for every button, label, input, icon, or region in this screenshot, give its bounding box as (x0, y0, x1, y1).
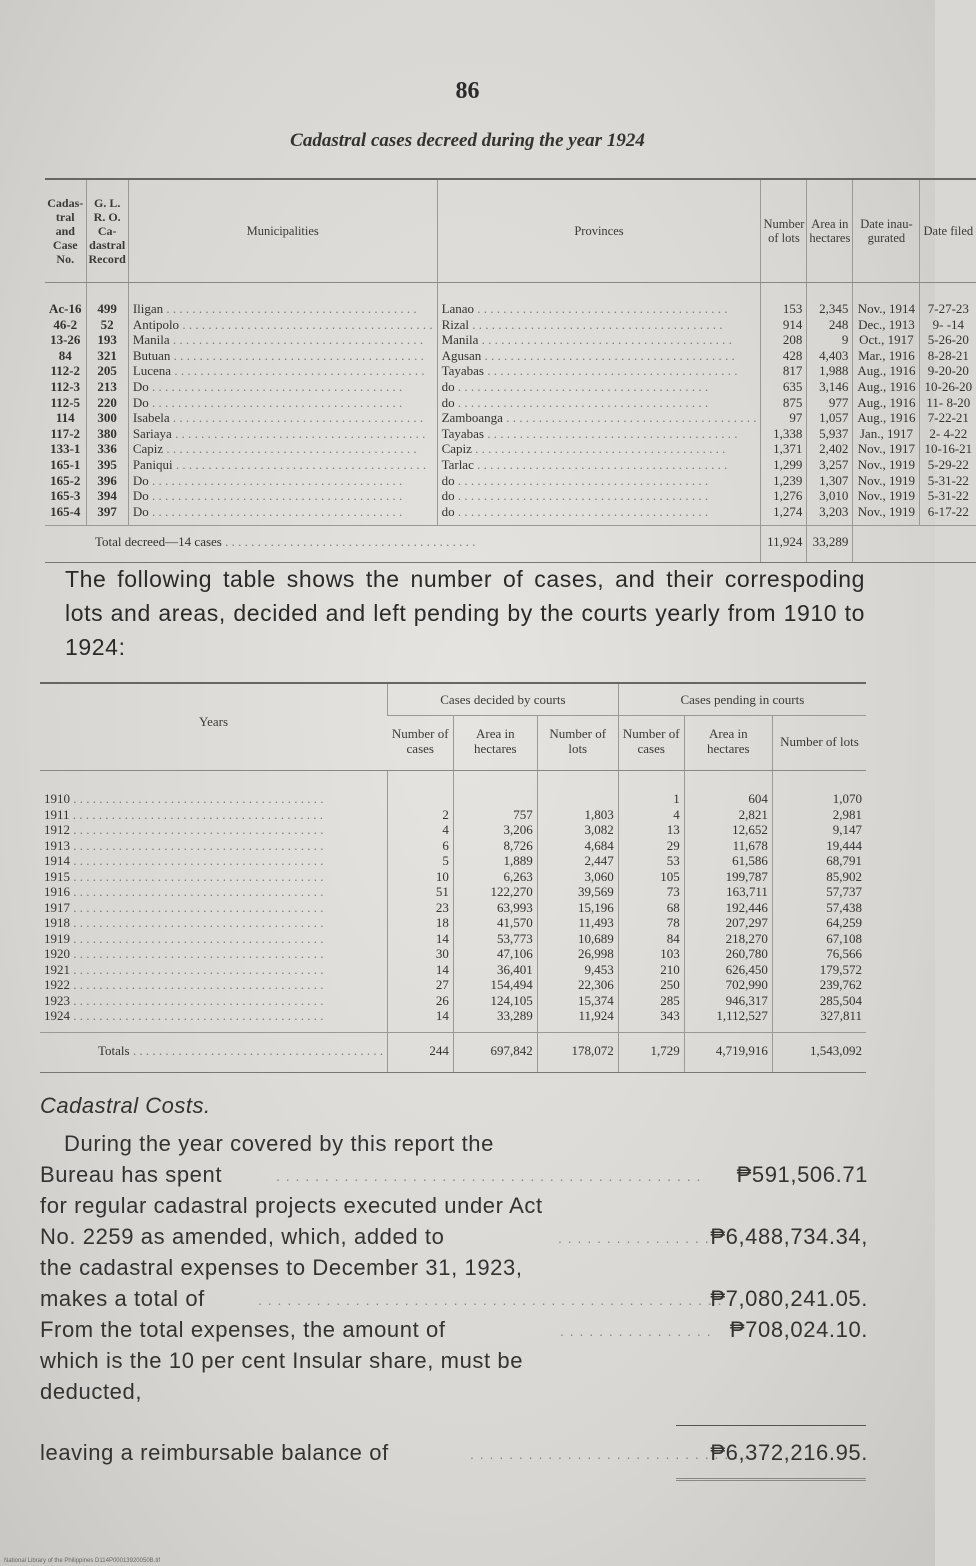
table-cell: 84 (58, 347, 72, 363)
sum-rule (676, 1425, 866, 1426)
table-cell: Aug., 1916 (857, 378, 916, 394)
table-cell: 19,444 (826, 837, 862, 853)
table-cell: 10-26-20 (924, 378, 973, 394)
table-cell: 9 (841, 332, 849, 348)
table-cell: 3,060 (584, 868, 614, 884)
table-cell: 52 (100, 316, 114, 332)
table-cell: 2,981 (832, 806, 862, 822)
table-cell: 6 (442, 837, 449, 853)
table-cell: Zamboanga . . . (442, 410, 757, 426)
table-cell: 285 (660, 992, 680, 1008)
header-provinces: Provinces (437, 179, 761, 283)
table-cell: 4 (442, 822, 449, 837)
table-cell: 1,307 (819, 472, 849, 488)
costs-line-4: No. 2259 as amended, which, added to (40, 1224, 445, 1249)
table-cell: Nov., 1919 (857, 472, 916, 488)
table-cell: 41,570 (496, 915, 533, 930)
table-cell: 9,453 (584, 961, 614, 977)
table-cell: 396 (97, 472, 117, 488)
costs-line-2: Bureau has spent (40, 1162, 223, 1187)
table-cell: 1917 . . . (44, 900, 383, 916)
table-cell: 1915 . . . (44, 869, 383, 885)
header-cases-decided: Cases decided by courts (388, 683, 619, 716)
table-cell: 122,270 (490, 884, 533, 899)
table-cell: 117-2 (50, 425, 81, 441)
table-cell: 57,438 (826, 899, 862, 915)
totals-pending-area: 4,719,916 (684, 1032, 772, 1073)
table-cell: Capiz . . . (442, 441, 757, 457)
column-area (807, 283, 853, 526)
table-cell: 112-3 (50, 378, 81, 394)
table-cell: Ac-16 (49, 301, 82, 316)
table-cell: 321 (97, 347, 117, 363)
column-filed (920, 283, 976, 526)
table-cell: 757 (513, 806, 533, 822)
table-cell: 53 (666, 853, 680, 868)
table-cell: 205 (97, 363, 117, 379)
header-cases-pending: Cases pending in courts (618, 683, 866, 716)
table-cell: Do . . . (133, 488, 433, 504)
page-number: 86 (455, 78, 480, 104)
table-cell: Butuan . . . (133, 348, 433, 364)
table-cell: Aug., 1916 (857, 394, 916, 410)
leader-dots: . . . . . . . . . . . . . . . . . . . . . . . . . . . . . (470, 1446, 749, 1462)
table-cell: 1919 . . . (44, 931, 383, 947)
table-cell: 15,196 (577, 899, 614, 915)
cadastral-cases-table (45, 178, 976, 563)
table-cell: 1920 . . . (44, 946, 383, 962)
table-cell: 64,259 (826, 915, 862, 930)
column-glr (86, 283, 128, 526)
table-cell: 3,082 (584, 822, 614, 837)
header-municipalities: Municipalities (128, 179, 437, 283)
header-pending-lots: Number of lots (772, 716, 866, 771)
table-cell: 1,338 (773, 425, 803, 441)
table-cell: 1913 . . . (44, 838, 383, 854)
header-pending-cases: Number of cases (618, 716, 684, 771)
table-cell: 165-1 (50, 456, 81, 472)
column-pending-lots (772, 771, 866, 1033)
table-cell: 1,112,527 (716, 1008, 768, 1023)
total-lots: 11,924 (761, 526, 807, 563)
costs-line-3: for regular cadastral projects executed under Act (40, 1193, 543, 1218)
column-pending-area (684, 771, 772, 1033)
table-cell: 5-31-22 (927, 488, 969, 504)
table-cell: Nov., 1919 (857, 488, 916, 504)
table-cell: 73 (666, 884, 680, 899)
table-cell: 5 (442, 853, 449, 868)
table-cell: 1,057 (819, 410, 849, 426)
column-provinces (437, 283, 761, 526)
table-cell: 239,762 (819, 977, 862, 992)
table-cell: 1,371 (773, 441, 803, 457)
table-cell: Nov., 1914 (857, 301, 916, 316)
table-cell: 105 (660, 868, 680, 884)
table-cell: 2,821 (738, 806, 768, 822)
table-cell: 208 (782, 332, 803, 348)
table-cell: 8-28-21 (927, 347, 969, 363)
table-cell: 300 (97, 410, 117, 426)
table-cell: do . . . (442, 473, 757, 489)
intro-paragraph: The following table shows the number of cases, and their correspoding lots and areas, decided and left pending by the courts yearly from 1910 to 1924: (65, 566, 865, 660)
column-municipalities (128, 283, 437, 526)
table-cell: 9,147 (832, 822, 862, 837)
table-cell: 67,108 (826, 930, 862, 946)
table-cell: 380 (97, 425, 117, 441)
table-cell: 336 (97, 441, 117, 457)
table1-title: Cadastral cases decreed during the year 1924 (290, 130, 645, 151)
table-cell: 112-2 (50, 363, 81, 379)
table-cell: 875 (782, 394, 803, 410)
table-cell: 2- 4-22 (929, 425, 968, 441)
table-cell: 250 (660, 977, 680, 992)
table-cell: 11- 8-20 (926, 394, 971, 410)
amount-previous-expenses: ₱6,488,734.34, (710, 1224, 868, 1249)
table-cell: 57,737 (826, 884, 862, 899)
costs-line-9: deducted, (40, 1379, 143, 1404)
double-rule (676, 1478, 866, 1481)
column-decided-area (453, 771, 537, 1033)
table-cell: 165-3 (50, 488, 81, 504)
table-cell: Lanao . . . (442, 301, 757, 317)
table-cell: 78 (666, 915, 680, 930)
table-cell: 112-5 (50, 394, 81, 410)
table-cell: Nov., 1917 (857, 441, 916, 457)
table-cell: 1921 . . . (44, 962, 383, 978)
table-cell: Tarlac . . . (442, 457, 757, 473)
header-decided-area: Area in hectares (453, 716, 537, 771)
table-cell: 153 (782, 301, 803, 316)
table-cell: 13 (666, 822, 680, 837)
table-cell: 977 (828, 394, 849, 410)
table-cell: 9- -14 (932, 316, 965, 332)
table-cell: do . . . (442, 488, 757, 504)
totals-pending-lots: 1,543,092 (772, 1032, 866, 1073)
table-cell: 51 (435, 884, 449, 899)
table-cell: 68,791 (826, 853, 862, 868)
table-cell: do . . . (442, 395, 757, 411)
table-cell: Tayabas . . . (442, 426, 757, 442)
cadastral-costs-text (40, 1128, 870, 1488)
column-inaugurated (853, 283, 920, 526)
table-cell: 248 (828, 316, 849, 332)
table2-body (40, 771, 866, 1033)
table-cell: 114 (55, 410, 75, 426)
header-area: Area in hectares (807, 179, 853, 283)
totals-label: Totals . . . (40, 1032, 388, 1073)
header-pending-area: Area in hectares (684, 716, 772, 771)
table-cell: 397 (97, 503, 117, 519)
table-cell: 1,299 (773, 456, 803, 472)
table-cell: 626,450 (725, 961, 768, 977)
table-cell: 165-4 (50, 503, 81, 519)
table-cell: 2,447 (584, 853, 614, 868)
amount-total: ₱7,080,241.05. (710, 1286, 868, 1311)
table-cell: Lucena . . . (133, 363, 433, 379)
table-cell: Do . . . (133, 473, 433, 489)
table-cell: 133-1 (50, 441, 81, 457)
table-cell: 499 (97, 301, 117, 316)
column-pending-cases (618, 771, 684, 1033)
table-cell: 63,993 (496, 899, 533, 915)
table-cell: 27 (435, 977, 449, 992)
header-inaugurated: Date inau- gurated (853, 179, 920, 283)
table-cell: 635 (782, 378, 803, 394)
table-cell: 76,566 (826, 946, 862, 961)
table1-body (45, 283, 976, 526)
header-case-no: Cadas- tral and Case No. (45, 179, 86, 283)
column-lots (761, 283, 807, 526)
table-cell: 1923 . . . (44, 993, 383, 1009)
archive-footer: National Library of the Philippines D114P00013920050B.tif (4, 1558, 160, 1564)
table-cell: 39,569 (577, 884, 614, 899)
table-cell: 68 (666, 899, 680, 915)
table-cell: 2,345 (819, 301, 849, 316)
table-cell: 1 (673, 791, 680, 806)
table-cell: 1911 . . . (44, 807, 383, 823)
table2-totals-row (40, 1032, 866, 1073)
leader-dots: . . . . . . . . . . . . . . . . (560, 1323, 712, 1339)
table-cell: Capiz . . . (133, 441, 433, 457)
amount-insular-share: ₱708,024.10. (729, 1317, 868, 1342)
table-cell: 5-26-20 (927, 332, 969, 348)
table-cell: 1910 . . . (44, 791, 383, 807)
table-cell: 207,297 (725, 915, 768, 930)
table-cell: Jan., 1917 (859, 425, 913, 441)
court-cases-table (40, 682, 866, 1073)
table-cell: 327,811 (820, 1008, 862, 1023)
table-cell: 154,494 (490, 977, 533, 992)
header-decided-cases: Number of cases (388, 716, 454, 771)
table-cell: 1914 . . . (44, 853, 383, 869)
table-cell: 3,010 (819, 488, 849, 504)
table-cell: 4,403 (819, 347, 849, 363)
table-cell: Antipolo . . . (133, 317, 433, 333)
table-cell: 394 (97, 488, 117, 504)
table-cell: 15,374 (577, 992, 614, 1008)
header-glr: G. L. R. O. Ca- dastral Record (86, 179, 128, 283)
column-years (40, 771, 388, 1033)
header-lots: Number of lots (761, 179, 807, 283)
table1-total-row (45, 526, 976, 563)
table-cell: 97 (789, 410, 803, 426)
costs-line-1: During the year covered by this report the (64, 1131, 494, 1156)
table-cell: 5-31-22 (927, 472, 969, 488)
table-cell: Oct., 1917 (859, 332, 914, 348)
table-cell: 192,446 (725, 899, 768, 915)
table-cell: Dec., 1913 (858, 316, 915, 332)
table-cell: 22,306 (577, 977, 614, 992)
table-cell: Aug., 1916 (857, 410, 916, 426)
table-cell: 604 (748, 791, 768, 806)
totals-pending-cases: 1,729 (618, 1032, 684, 1073)
table-cell: 5,937 (819, 425, 849, 441)
table-cell: Do . . . (133, 379, 433, 395)
table-cell: Do . . . (133, 504, 433, 520)
table-cell: 29 (666, 837, 680, 853)
table-cell: Agusan . . . (442, 348, 757, 364)
table-cell: 817 (782, 363, 803, 379)
total-decreed-label: Total decreed—14 cases . . . (45, 526, 761, 563)
table-cell: 14 (435, 930, 449, 946)
cadastral-costs-title: Cadastral Costs. (40, 1093, 211, 1118)
header-filed: Date filed (920, 179, 976, 283)
costs-line-5: the cadastral expenses to December 31, 1923, (40, 1255, 523, 1280)
table-cell: 4 (673, 806, 680, 822)
table-cell: 2 (442, 806, 449, 822)
table-cell: Manila . . . (133, 332, 433, 348)
column-case-no (45, 283, 86, 526)
table-cell: 3,203 (819, 503, 849, 519)
table-cell: 220 (97, 394, 117, 410)
table-cell: 193 (97, 332, 117, 348)
table-cell: Manila . . . (442, 332, 757, 348)
table-cell: 7-22-21 (927, 410, 969, 426)
table-cell: 1,803 (584, 806, 614, 822)
table-cell: 702,990 (725, 977, 768, 992)
table-cell: 10,689 (577, 930, 614, 946)
table-cell: 36,401 (496, 961, 533, 977)
table-cell: 1,988 (819, 363, 849, 379)
table-cell: 9-20-20 (927, 363, 969, 379)
amount-spent: ₱591,506.71 (736, 1162, 868, 1187)
table-cell: 1912 . . . (44, 822, 383, 838)
table-cell: 8,726 (503, 837, 533, 853)
costs-line-6: makes a total of (40, 1286, 205, 1311)
table-cell: 26,998 (577, 946, 614, 961)
table-cell: 18 (435, 915, 449, 930)
table-cell: 2,402 (819, 441, 849, 457)
table-cell (458, 791, 533, 807)
table-cell (392, 791, 449, 807)
table-cell: 4,684 (584, 837, 614, 853)
table-cell: 260,780 (725, 946, 768, 961)
table-cell: 14 (435, 1008, 449, 1023)
table-cell: Aug., 1916 (857, 363, 916, 379)
table-cell: 1,276 (773, 488, 803, 504)
table-cell: 1,070 (832, 791, 862, 806)
table-cell (542, 791, 614, 807)
leader-dots: . . . . . . . . . . . . . . . . . . . . . . . . . . . . . . . . . . . . . . . . . . . . (276, 1168, 702, 1184)
table-cell: 124,105 (490, 992, 533, 1008)
table-cell: 1,889 (503, 853, 533, 868)
table-cell: 1924 . . . (44, 1008, 383, 1024)
sum-rule-row (40, 1407, 870, 1431)
leader-dots: . . . . . . . . . . . . . . . . . . . . . . . . . . . . . . . . . . . . . . . . . . . . . . . . (258, 1292, 723, 1308)
table-cell: 103 (660, 946, 680, 961)
table-cell: 3,146 (819, 378, 849, 394)
table-cell: 13-26 (50, 332, 81, 348)
table-cell: 3,206 (503, 822, 533, 837)
table-cell: 12,652 (732, 822, 768, 837)
table-cell: 1922 . . . (44, 977, 383, 993)
totals-decided-area: 697,842 (453, 1032, 537, 1073)
table-cell: 1,274 (773, 503, 803, 519)
table-cell: 26 (435, 992, 449, 1008)
table-cell: 1,239 (773, 472, 803, 488)
table-cell: 11,678 (732, 837, 768, 853)
table-cell: 285,504 (819, 992, 862, 1008)
table1-header-row (45, 179, 976, 283)
table-cell: 3,257 (819, 456, 849, 472)
column-decided-lots (537, 771, 618, 1033)
table-cell: 6-17-22 (927, 503, 969, 519)
table-cell: 47,106 (496, 946, 533, 961)
table-cell: Iligan . . . (133, 301, 433, 317)
table-cell: 53,773 (496, 930, 533, 946)
totals-decided-lots: 178,072 (537, 1032, 618, 1073)
table-cell: 946,317 (725, 992, 768, 1008)
table-cell: Rizal . . . (442, 317, 757, 333)
table-cell: Mar., 1916 (858, 347, 915, 363)
table-cell: Isabela . . . (133, 410, 433, 426)
totals-decided-cases: 244 (388, 1032, 454, 1073)
column-decided-cases (388, 771, 454, 1033)
header-years: Years (40, 683, 388, 771)
table-cell: 85,902 (826, 868, 862, 884)
table-cell: 1918 . . . (44, 915, 383, 931)
table-cell: 179,572 (819, 961, 862, 977)
table-cell: 11,924 (578, 1008, 614, 1023)
table-cell: Nov., 1919 (857, 456, 916, 472)
table-cell: Tayabas . . . (442, 363, 757, 379)
table-cell: 30 (435, 946, 449, 961)
header-decided-lots: Number of lots (537, 716, 618, 771)
table-cell: 61,586 (732, 853, 768, 868)
table-cell: 428 (782, 347, 803, 363)
table-cell: 10-16-21 (924, 441, 973, 457)
total-area: 33,289 (807, 526, 853, 563)
costs-line-7: From the total expenses, the amount of (40, 1317, 446, 1342)
table-cell: do . . . (442, 379, 757, 395)
leader-dots: . . . . . . . . . . . . . . . . (558, 1230, 710, 1246)
table-cell: 213 (97, 378, 117, 394)
costs-line-8: which is the 10 per cent Insular share, must be (40, 1348, 524, 1373)
table-cell: 14 (435, 961, 449, 977)
table-cell: 914 (782, 316, 803, 332)
table-cell: Paniqui . . . (133, 457, 433, 473)
table-cell: Do . . . (133, 395, 433, 411)
table-cell: 210 (660, 961, 680, 977)
table-cell: 33,289 (496, 1008, 533, 1023)
table-cell: 84 (666, 930, 680, 946)
table-cell: 218,270 (725, 930, 768, 946)
amount-balance: ₱6,372,216.95. (710, 1440, 868, 1465)
table-cell: 23 (435, 899, 449, 915)
table-cell: 5-29-22 (927, 456, 969, 472)
table2-group-header-row (40, 683, 866, 716)
table-cell: Nov., 1919 (857, 503, 916, 519)
table-cell: 343 (660, 1008, 680, 1023)
table-cell: 6,263 (503, 868, 533, 884)
table-cell: Sariaya . . . (133, 426, 433, 442)
table-cell: 11,493 (578, 915, 614, 930)
table-cell: 7-27-23 (927, 301, 969, 316)
double-rule-row (40, 1468, 870, 1488)
table-cell: 46-2 (53, 316, 78, 332)
table-cell: 163,711 (726, 884, 768, 899)
table-cell: 395 (97, 456, 117, 472)
table-cell: do . . . (442, 504, 757, 520)
table-cell: 1916 . . . (44, 884, 383, 900)
table-cell: 199,787 (725, 868, 768, 884)
table-cell: 10 (435, 868, 449, 884)
table-cell: 165-2 (50, 472, 81, 488)
costs-line-10: leaving a reimbursable balance of (40, 1440, 389, 1465)
